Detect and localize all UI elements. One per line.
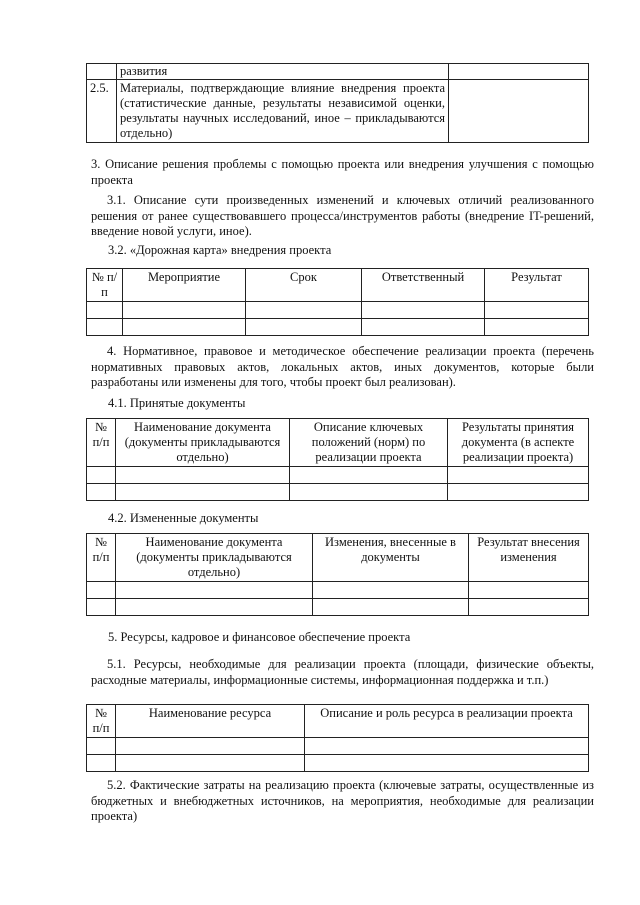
table-header-cell: № п/п xyxy=(87,419,116,467)
changed-documents-table xyxy=(86,533,589,616)
table-header-cell: Мероприятие xyxy=(123,269,246,302)
table-header-cell: Наименование документа (документы прикладываются отдельно) xyxy=(116,419,290,467)
table-header-cell: Результат внесения изменения xyxy=(469,534,589,582)
table-row xyxy=(87,755,589,772)
table-header-cell: Описание ключевых положений (норм) по реализации проекта xyxy=(290,419,448,467)
resources-table xyxy=(86,704,589,772)
table-row xyxy=(87,582,589,599)
paragraph-4-1: 4.1. Принятые документы xyxy=(108,396,246,410)
table-row xyxy=(87,484,589,501)
paragraph-3-2: 3.2. «Дорожная карта» внедрения проекта xyxy=(108,243,332,257)
table-row xyxy=(87,302,589,319)
criteria-row-number: 2.5. xyxy=(87,80,117,143)
table-row xyxy=(87,738,589,755)
table-row xyxy=(87,467,589,484)
section-5-heading: 5. Ресурсы, кадровое и финансовое обеспечение проекта xyxy=(108,630,411,644)
table-header-cell: Срок xyxy=(246,269,362,302)
criteria-row-text: Материалы, подтверждающие влияние внедрения проекта (статистические данные, результаты независимой оценки, результаты научных исследований, иное – прикладываются отдельно) xyxy=(117,80,449,143)
adopted-documents-table xyxy=(86,418,589,501)
table-header-cell: Ответственный xyxy=(362,269,485,302)
section-3-heading: 3. Описание решения проблемы с помощью проекта или внедрения улучшения с помощью проекта xyxy=(91,157,594,187)
paragraph-5-2: 5.2. Фактические затраты на реализацию проекта (ключевые затраты, осуществленные из бюджетных и внебюджетных источников, на мероприятия, необходимые для реализации проекта) xyxy=(91,778,594,823)
table-header-cell: Результат xyxy=(485,269,589,302)
table-header-cell: Наименование ресурса xyxy=(116,705,305,738)
paragraph-4-2: 4.2. Измененные документы xyxy=(108,511,259,525)
table-row xyxy=(87,599,589,616)
criteria-table-continuation xyxy=(86,63,589,143)
paragraph-3-1: 3.1. Описание сути произведенных изменений и ключевых отличий реализованного решения от ранее существовавшего процесса/инструментов работы (внедрение IT-решений, введение новой услуги, иное). xyxy=(91,193,594,238)
table-header-cell: № п/п xyxy=(87,534,116,582)
section-4-heading: 4. Нормативное, правовое и методическое обеспечение реализации проекта (перечень нормативных правовых актов, локальных актов, иных документов, которые были разработаны или изменены для того, чтобы проект был реализован). xyxy=(91,344,594,389)
table-header-cell: Наименование документа (документы прикладываются отдельно) xyxy=(116,534,313,582)
table-row xyxy=(87,319,589,336)
criteria-row-text: развития xyxy=(117,64,449,80)
table-header-cell: № п/п xyxy=(87,269,123,302)
paragraph-5-1: 5.1. Ресурсы, необходимые для реализации проекта (площади, физические объекты, расходные материалы, информационные системы, информационная поддержка и т.п.) xyxy=(91,657,594,687)
table-header-cell: № п/п xyxy=(87,705,116,738)
table-header-cell: Результаты принятия документа (в аспекте реализации проекта) xyxy=(448,419,589,467)
table-header-cell: Описание и роль ресурса в реализации проекта xyxy=(305,705,589,738)
table-header-cell: Изменения, внесенные в документы xyxy=(313,534,469,582)
roadmap-table xyxy=(86,268,589,336)
